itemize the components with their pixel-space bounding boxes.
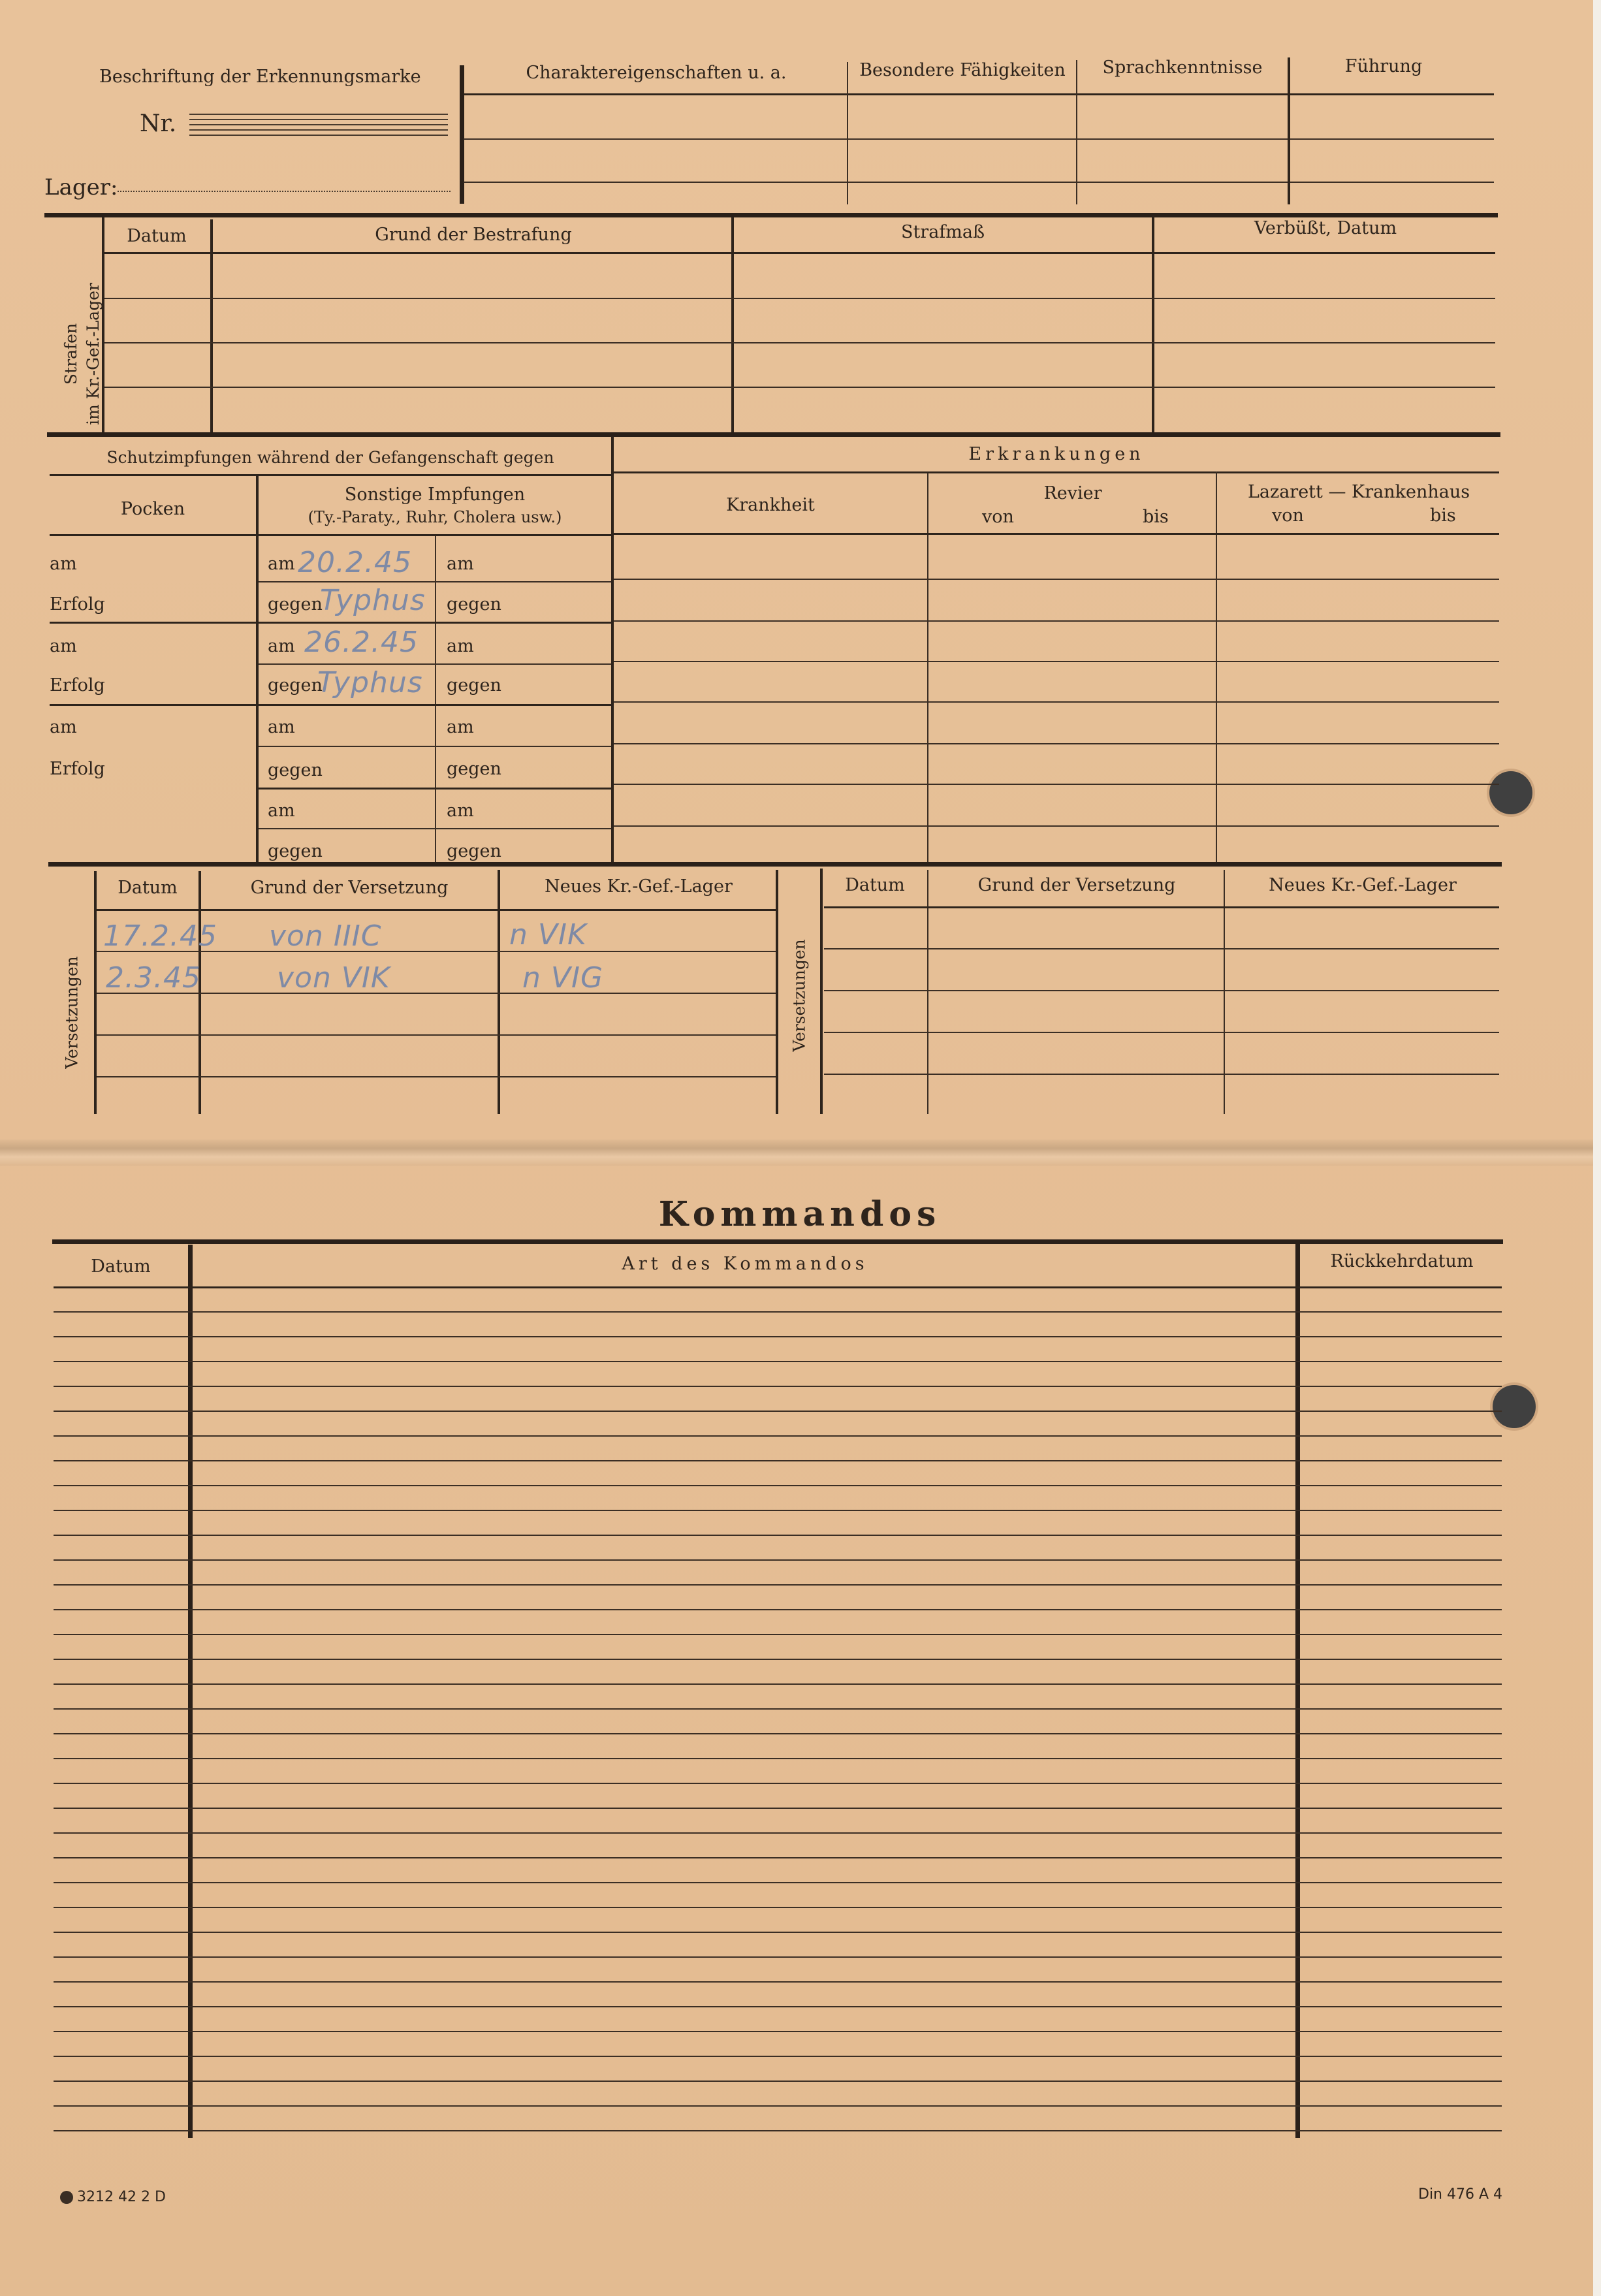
erk-row-2 (614, 620, 1499, 622)
header-divider (460, 65, 464, 204)
kommandos-row-line (54, 1609, 1502, 1610)
erk-row-3 (614, 661, 1499, 662)
fuehrung-header: Führung (1344, 56, 1423, 76)
faehigkeiten-header: Besondere Fähigkeiten (859, 60, 1066, 80)
versetzung-grund-left: Grund der Versetzung (250, 878, 449, 898)
lazarett-von: von (1272, 505, 1304, 526)
lazarett-bis: bis (1430, 505, 1456, 526)
strafen-row-3 (104, 387, 1495, 388)
strafen-col-2 (731, 217, 734, 435)
versetzung-datum-right: Datum (845, 875, 905, 895)
verbuesst-header: Verbüßt, Datum (1254, 218, 1397, 238)
erk-row-5 (614, 743, 1499, 744)
impf-header-rule (50, 534, 611, 536)
vers-mid-divider (776, 870, 778, 1114)
pocken-am-3: am (50, 717, 77, 737)
versetzung-neues-left: Neues Kr.-Gef.-Lager (545, 876, 733, 897)
impfungen-title-rule (50, 474, 611, 476)
kommandos-row-line (54, 2130, 1502, 2131)
sonstige-r-am-2: am (447, 636, 474, 656)
strafen-col-3 (1152, 215, 1154, 435)
pocken-am-2: am (50, 636, 77, 656)
revier-von: von (982, 507, 1014, 527)
krankheit-header: Krankheit (726, 495, 815, 515)
kommandos-row-line (54, 1485, 1502, 1486)
sonstige-r-am-3: am (447, 717, 474, 737)
kommandos-row-line (54, 1336, 1502, 1337)
nr-line-5 (189, 135, 448, 136)
footer-din: Din 476 A 4 (1418, 2186, 1503, 2203)
kommandos-col-2 (1295, 1243, 1300, 2138)
punch-hole-lower (1493, 1385, 1536, 1428)
strafen-grund-header: Grund der Bestrafung (375, 225, 572, 245)
handwritten-vers-lager-1: n VIK (509, 918, 587, 951)
sonstige-header-line1: Sonstige Impfungen (344, 485, 526, 505)
sonstige-am-4: am (268, 801, 295, 821)
fold-crease (0, 1140, 1593, 1166)
kommandos-row-line (54, 1386, 1502, 1387)
kommandos-row-line (54, 2006, 1502, 2007)
strafen-side-label (60, 269, 104, 439)
kommandos-row-line (54, 1559, 1502, 1561)
revier-bis: bis (1143, 507, 1169, 527)
versetzungen-side-right: Versetzungen (789, 939, 809, 1052)
impf-rule-a1 (259, 581, 611, 582)
kommandos-row-line (54, 1361, 1502, 1362)
handwritten-impf-type-2: Typhus (317, 666, 423, 699)
handwritten-vers-grund-1: von IIIC (269, 919, 382, 953)
pocken-erfolg-1: Erfolg (50, 594, 105, 614)
vers-right-row-4 (824, 1074, 1499, 1075)
sprachkenntnisse-header: Sprachkenntnisse (1102, 57, 1263, 78)
kommandos-row-line (54, 1882, 1502, 1883)
impf-rule-b2 (50, 704, 611, 706)
vers-right-row-2 (824, 990, 1499, 991)
strafen-side-line2: im Kr.-Gef.-Lager (84, 283, 103, 425)
header-col-3 (1288, 57, 1290, 204)
sonstige-gegen-1: gegen (268, 594, 323, 614)
vers-left-row-3 (97, 1034, 776, 1036)
pocken-erfolg-2: Erfolg (50, 675, 105, 695)
sonstige-r-am-1: am (447, 554, 474, 574)
impf-rule-b1 (50, 622, 611, 624)
pocken-erfolg-3: Erfolg (50, 759, 105, 779)
sonstige-am-3: am (268, 717, 295, 737)
kommandos-row-line (54, 1832, 1502, 1834)
sonstige-am-1: am (268, 554, 295, 574)
kommandos-row-line (54, 2031, 1502, 2032)
print-mark-icon (60, 2191, 73, 2204)
nr-line-3 (189, 124, 448, 125)
impf-col-2 (435, 534, 436, 865)
kommandos-row-line (54, 1956, 1502, 1958)
beschriftung-label: Beschriftung der Erkennungsmarke (99, 67, 421, 87)
kommandos-row-line (54, 2056, 1502, 2057)
lazarett-header: Lazarett — Krankenhaus (1247, 482, 1470, 502)
kommandos-row-line (54, 1435, 1502, 1437)
handwritten-impf-type-1: Typhus (320, 584, 426, 617)
kommandos-row-line (54, 1808, 1502, 1809)
erk-row-1 (614, 579, 1499, 580)
strafen-top-rule (44, 213, 1498, 217)
kommandos-row-line (54, 1907, 1502, 1908)
nr-label: Nr. (140, 110, 177, 137)
punch-hole-upper (1489, 771, 1532, 814)
versetzung-neues-right: Neues Kr.-Gef.-Lager (1269, 875, 1457, 895)
kommandos-rueckkehr-header: Rückkehrdatum (1330, 1251, 1474, 1271)
lager-label: Lager: (44, 174, 118, 200)
kommandos-col-1 (188, 1245, 193, 2138)
footer-print-code-text: 3212 42 2 D (77, 2189, 166, 2205)
kommandos-row-line (54, 1783, 1502, 1784)
strafen-row-1 (104, 298, 1495, 299)
kommandos-row-line (54, 1708, 1502, 1710)
sonstige-header-line2: (Ty.-Paraty., Ruhr, Cholera usw.) (308, 508, 562, 526)
impfungen-title: Schutzimpfungen während der Gefangenschaft gegen (106, 448, 554, 467)
erk-header-rule (614, 533, 1499, 535)
strafen-header-rule (104, 252, 1495, 254)
kommandos-title: Kommandos (658, 1194, 942, 1234)
vers-right-row-3 (824, 1032, 1499, 1033)
sonstige-r-gegen-3: gegen (447, 759, 501, 779)
handwritten-impf-date-2: 26.2.45 (304, 626, 419, 659)
erk-row-6 (614, 784, 1499, 785)
kommandos-row-line (54, 1659, 1502, 1660)
paper-edge (1593, 0, 1601, 2296)
header-rule-2 (464, 182, 1494, 183)
kommandos-row-line (54, 2105, 1502, 2107)
strafen-side-line1: Strafen (61, 323, 80, 385)
strafen-datum-header: Datum (127, 226, 187, 246)
kommandos-row-line (54, 1460, 1502, 1461)
kommandos-row-line (54, 1510, 1502, 1511)
kommandos-top-rule (52, 1239, 1503, 1244)
kommandos-row-line (54, 1683, 1502, 1685)
kommandos-datum-header: Datum (91, 1256, 151, 1277)
sonstige-r-gegen-1: gegen (447, 594, 501, 614)
impf-rule-b3 (259, 788, 611, 789)
sonstige-r-gegen-2: gegen (447, 675, 501, 695)
nr-line-2 (189, 119, 448, 120)
erk-row-7 (614, 825, 1499, 827)
kommandos-row-line (54, 1932, 1502, 1933)
versetzungen-side-left: Versetzungen (62, 956, 82, 1069)
kommandos-row-line (54, 1584, 1502, 1586)
kommandos-row-line (54, 1758, 1502, 1759)
strafmass-header: Strafmaß (900, 222, 985, 242)
kommandos-row-line (54, 1857, 1502, 1858)
versetzungen-top-rule (48, 862, 1502, 867)
kommandos-row-line (54, 1311, 1502, 1313)
header-rule-0 (464, 93, 1494, 95)
sonstige-gegen-4: gegen (268, 841, 323, 861)
kommandos-row-line (54, 1634, 1502, 1635)
vers-right-col-0 (820, 869, 823, 1114)
sonstige-gegen-2: gegen (268, 675, 323, 695)
erk-col-2 (1216, 471, 1217, 865)
impf-rule-a2 (259, 663, 611, 665)
sonstige-r-gegen-4: gegen (447, 841, 501, 861)
strafen-col-0 (102, 217, 104, 435)
kommandos-row-line (54, 1411, 1502, 1412)
footer-print-code (60, 2190, 166, 2205)
kommandos-row-line (54, 1286, 1502, 1288)
header-col-1 (847, 62, 848, 204)
pocken-am-1: am (50, 554, 77, 574)
handwritten-impf-date-1: 20.2.45 (298, 546, 412, 579)
header-rule-1 (464, 138, 1494, 140)
revier-header: Revier (1043, 483, 1102, 503)
vers-right-header-rule (824, 906, 1499, 908)
kommandos-row-line (54, 1981, 1502, 1983)
kommandos-row-line (54, 1535, 1502, 1536)
kommandos-art-header: Art des Kommandos (622, 1254, 868, 1274)
handwritten-vers-grund-2: von VIK (277, 961, 390, 995)
vers-left-row-4 (97, 1076, 776, 1077)
lager-dotline (118, 191, 451, 192)
impfungen-top-rule (47, 432, 1500, 437)
versetzung-datum-left: Datum (118, 878, 178, 898)
impf-rule-a3 (259, 746, 611, 747)
sonstige-r-am-4: am (447, 801, 474, 821)
sonstige-am-2: am (268, 636, 295, 656)
pocken-header: Pocken (120, 499, 185, 519)
erkrankungen-title-rule (614, 471, 1499, 473)
handwritten-vers-lager-2: n VIG (522, 961, 604, 995)
vers-right-row-1 (824, 948, 1499, 949)
charakter-header: Charaktereigenschaften u. a. (526, 63, 787, 83)
kommandos-row-line (54, 2081, 1502, 2082)
nr-line-1 (189, 114, 448, 115)
header-col-2 (1076, 60, 1077, 204)
impf-rule-a4 (259, 828, 611, 829)
sonstige-gegen-3: gegen (268, 760, 323, 780)
vers-left-header-rule (97, 909, 776, 911)
handwritten-vers-datum-1: 17.2.45 (103, 919, 217, 953)
kommandos-row-line (54, 1733, 1502, 1734)
versetzung-grund-right: Grund der Versetzung (977, 875, 1176, 895)
nr-line-4 (189, 129, 448, 131)
erk-row-4 (614, 701, 1499, 703)
handwritten-vers-datum-2: 2.3.45 (106, 961, 201, 995)
erkrankungen-title: Erkrankungen (968, 444, 1145, 464)
erk-col-1 (927, 473, 928, 865)
strafen-row-2 (104, 342, 1495, 343)
